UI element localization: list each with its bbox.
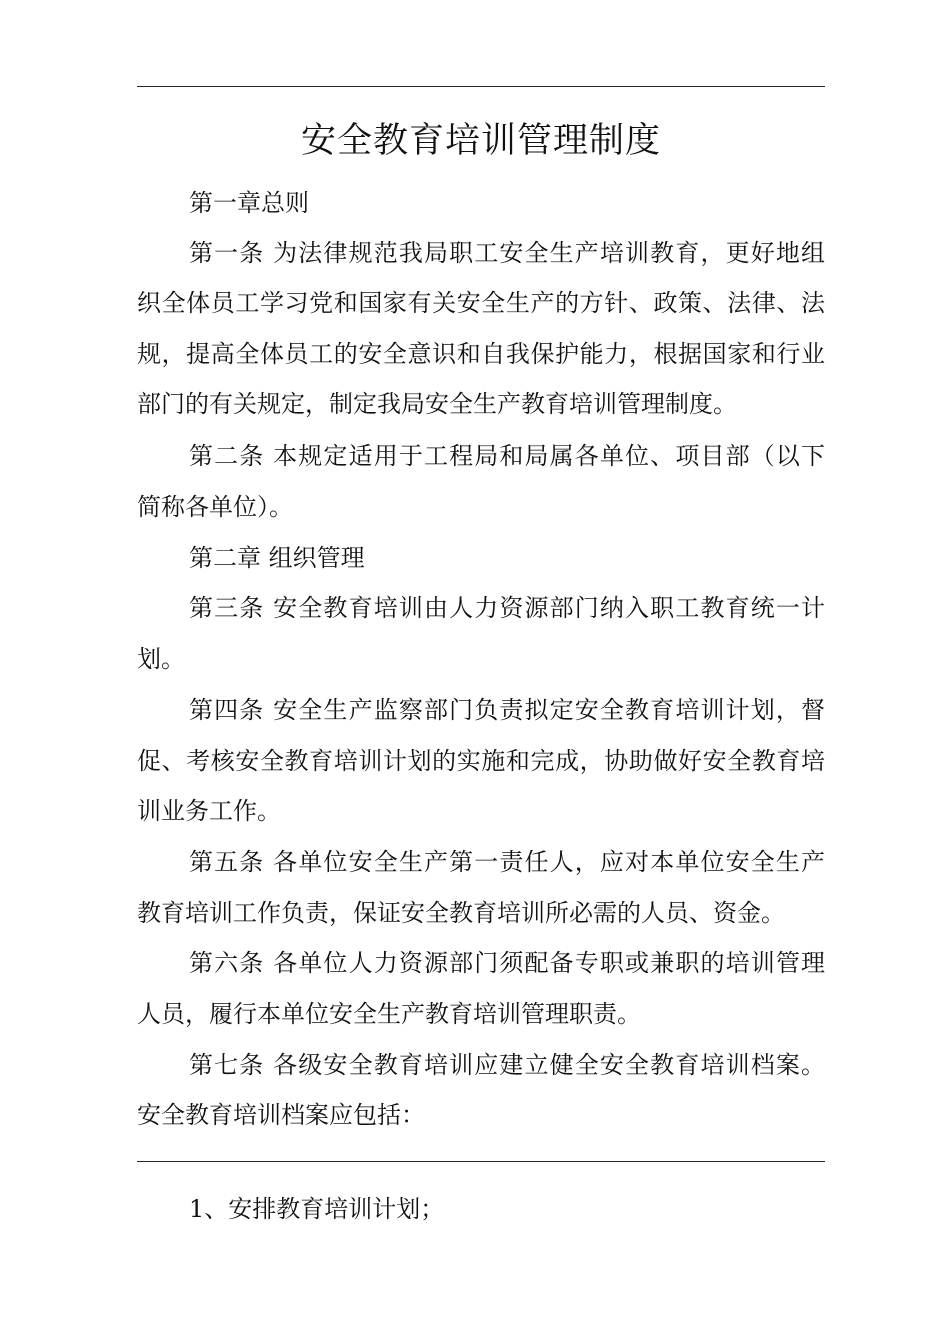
list-item: 1、安排教育培训计划； bbox=[189, 1195, 445, 1223]
paragraph-line: 教育培训工作负责，保证安全教育培训所必需的人员、资金。 bbox=[137, 899, 785, 927]
paragraph-line: 第二条 本规定适用于工程局和局属各单位、项目部（以下 bbox=[189, 442, 825, 470]
paragraph-line: 第三条 安全教育培训由人力资源部门纳入职工教育统一计 bbox=[189, 594, 825, 622]
paragraph-line: 第四条 安全生产监察部门负责拟定安全教育培训计划，督 bbox=[189, 696, 825, 724]
paragraph-line: 规，提高全体员工的安全意识和自我保护能力，根据国家和行业 bbox=[137, 340, 825, 368]
page-break-rule bbox=[137, 1161, 825, 1162]
paragraph-line: 促、考核安全教育培训计划的实施和完成，协助做好安全教育培 bbox=[137, 747, 825, 775]
paragraph-line: 安全教育培训档案应包括： bbox=[137, 1101, 425, 1129]
paragraph-line: 第五条 各单位安全生产第一责任人，应对本单位安全生产 bbox=[189, 848, 825, 876]
paragraph-line: 织全体员工学习党和国家有关安全生产的方针、政策、法律、法 bbox=[137, 289, 825, 317]
paragraph-line: 划。 bbox=[137, 645, 185, 673]
paragraph-line: 部门的有关规定，制定我局安全生产教育培训管理制度。 bbox=[137, 390, 737, 418]
paragraph-line: 简称各单位）。 bbox=[137, 493, 293, 521]
paragraph-line: 第一条 为法律规范我局职工安全生产培训教育，更好地组 bbox=[189, 239, 825, 267]
paragraph-line: 人员，履行本单位安全生产教育培训管理职责。 bbox=[137, 1000, 641, 1028]
paragraph-line: 第七条 各级安全教育培训应建立健全安全教育培训档案。 bbox=[189, 1051, 825, 1079]
paragraph-line: 训业务工作。 bbox=[137, 797, 281, 825]
chapter-heading: 第二章 组织管理 bbox=[189, 544, 365, 572]
document-title: 安全教育培训管理制度 bbox=[300, 121, 661, 161]
chapter-heading: 第一章总则 bbox=[189, 189, 309, 217]
header-rule bbox=[137, 86, 825, 87]
paragraph-line: 第六条 各单位人力资源部门须配备专职或兼职的培训管理 bbox=[189, 949, 825, 977]
